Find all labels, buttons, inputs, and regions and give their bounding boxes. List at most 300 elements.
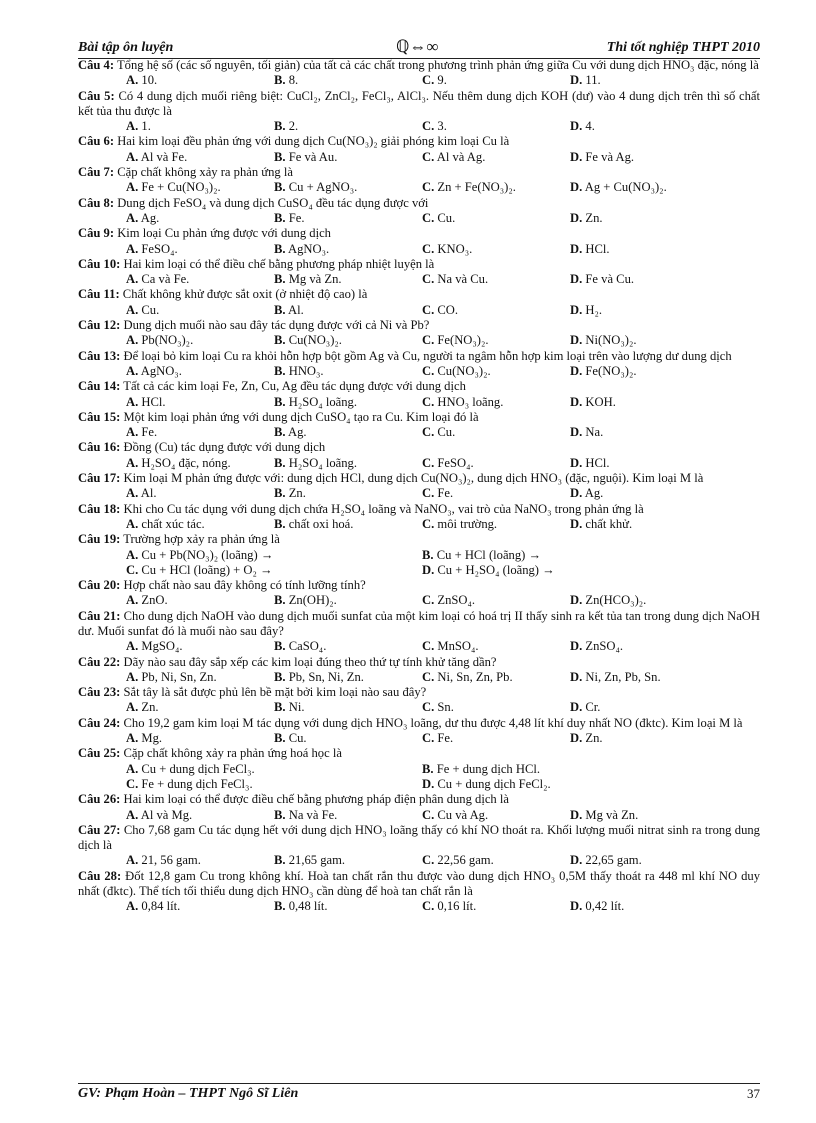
answer-option (422, 73, 447, 88)
answer-option (274, 211, 304, 226)
option-letter: B. (274, 119, 286, 134)
options-row (78, 456, 760, 471)
options-row (78, 211, 760, 226)
option-letter: D. (570, 899, 583, 914)
answer-option (126, 333, 193, 348)
option-letter: C. (126, 776, 139, 791)
question (78, 257, 760, 288)
answer-option (274, 73, 298, 88)
option-letter: A. (126, 761, 139, 776)
answer-option (422, 517, 497, 532)
answer-option (126, 486, 156, 501)
option-letter: C. (422, 669, 435, 684)
question-text: Trường hợp xảy ra phản ứng là (123, 532, 280, 547)
option-text: Mg và Zn. (585, 807, 639, 822)
answer-option (570, 211, 603, 226)
question (78, 685, 760, 716)
answer-option (126, 670, 217, 685)
option-letter: A. (126, 486, 139, 501)
answer-option (422, 333, 489, 348)
option-text: Fe. (437, 731, 454, 746)
answer-option (422, 486, 453, 501)
option-text: ZnSO₄. (585, 639, 624, 654)
option-text: chất xúc tác. (141, 516, 205, 531)
answer-option (126, 517, 205, 532)
option-text: Na. (585, 425, 604, 440)
option-letter: A. (126, 700, 139, 715)
option-text: 4. (585, 119, 595, 134)
option-text: CaSO₄. (288, 639, 327, 654)
question-number: Câu 10: (78, 256, 121, 271)
option-letter: D. (422, 562, 435, 577)
option-letter: C. (422, 455, 435, 470)
question-text: Hợp chất nào sau đây không có tính lưỡng tính? (123, 578, 366, 593)
answer-option (570, 180, 667, 195)
option-letter: A. (126, 639, 139, 654)
question-number: Câu 21: (78, 608, 121, 623)
option-letter: B. (274, 593, 286, 608)
answer-option (126, 73, 157, 88)
option-letter: B. (422, 761, 434, 776)
answer-option (274, 517, 353, 532)
question-number: Câu 27: (78, 822, 121, 837)
question-number: Câu 7: (78, 165, 115, 180)
option-letter: D. (422, 776, 435, 791)
answer-option (126, 700, 159, 715)
option-text: Ni, Zn, Pb, Sn. (585, 669, 661, 684)
option-letter: A. (126, 731, 139, 746)
option-letter: D. (570, 302, 583, 317)
options-row (78, 242, 760, 257)
answer-option (126, 853, 201, 868)
option-letter: D. (570, 73, 583, 88)
option-text: MgSO₄. (141, 639, 183, 654)
option-text: Ni(NO₃)₂. (585, 333, 637, 348)
option-text: Fe và Au. (288, 149, 338, 164)
answer-option (570, 517, 632, 532)
question (78, 471, 760, 502)
option-letter: D. (570, 149, 583, 164)
option-text: Al và Fe. (140, 149, 188, 164)
question-number: Câu 15: (78, 409, 121, 424)
option-text: Cu + HCl (loãng) + O₂ → (141, 562, 273, 577)
option-text: 22,56 gam. (437, 853, 494, 868)
question (78, 58, 760, 89)
answer-option (274, 242, 329, 257)
options-row (78, 150, 760, 165)
option-text: Al và Ag. (436, 149, 486, 164)
question (78, 823, 760, 869)
option-letter: A. (126, 807, 139, 822)
question-text: Dung dịch FeSO₄ và dung dịch CuSO₄ đều tác dụng được với (117, 195, 429, 210)
answer-option (570, 364, 637, 379)
option-text: 1. (141, 119, 151, 134)
option-letter: D. (570, 807, 583, 822)
option-letter: D. (570, 394, 583, 409)
answer-option (126, 425, 157, 440)
answer-option (274, 639, 326, 654)
option-text: 3. (437, 119, 447, 134)
option-text: Ag. (584, 486, 604, 501)
option-text: Ag. (288, 425, 307, 440)
question-text: Hai kim loại có thể được điều chế bằng phương pháp điện phân dung dịch là (123, 792, 509, 807)
option-letter: D. (570, 180, 583, 195)
question (78, 226, 760, 257)
option-letter: A. (126, 210, 139, 225)
option-letter: A. (126, 272, 139, 287)
answer-option (274, 853, 345, 868)
option-letter: B. (274, 455, 286, 470)
options-row (78, 180, 760, 195)
option-text: Cu. (437, 425, 456, 440)
option-text: Zn(HCO₃)₂. (585, 593, 647, 608)
answer-option (422, 808, 488, 823)
answer-option (274, 670, 364, 685)
option-letter: C. (422, 210, 435, 225)
question (78, 655, 760, 686)
page-header (78, 37, 760, 58)
answer-option (570, 593, 646, 608)
option-letter: C. (422, 516, 435, 531)
answer-option (422, 425, 455, 440)
question-number: Câu 23: (78, 685, 121, 700)
header-right: Thi tốt nghiệp THPT 2010 (606, 40, 760, 55)
option-text: H₂SO₄ đặc, nóng. (141, 455, 231, 470)
page-footer (78, 1086, 760, 1104)
option-letter: A. (126, 425, 139, 440)
answer-option (570, 150, 634, 165)
answer-option (422, 700, 454, 715)
option-text: 0,42 lít. (585, 899, 625, 914)
answer-option (570, 486, 603, 501)
options-row (78, 593, 760, 608)
option-text: Cu và Ag. (437, 807, 489, 822)
answer-option (422, 777, 551, 792)
question-text: Kim loại M phản ứng được với: dung dịch HCl, dung dịch Cu(NO₃)₂, dung dịch HNO₃ (đặc, nguội). Kim loại M là (123, 471, 704, 486)
answer-option (570, 456, 610, 471)
option-text: 0,16 lít. (437, 899, 477, 914)
option-text: Zn + Fe(NO₃)₂. (437, 180, 516, 195)
footer-author: GV: Phạm Hoàn – THPT Ngô Sĩ Liên (78, 1086, 299, 1101)
option-letter: C. (422, 394, 435, 409)
answer-option (126, 180, 221, 195)
option-text: Zn. (585, 210, 603, 225)
answer-option (422, 456, 474, 471)
option-text: 11. (585, 73, 601, 88)
question-number: Câu 11: (78, 287, 120, 302)
question-number: Câu 22: (78, 654, 121, 669)
option-letter: D. (570, 853, 583, 868)
option-text: FeSO₄. (141, 241, 178, 256)
question-number: Câu 8: (78, 195, 115, 210)
answer-option (422, 853, 494, 868)
question-number: Câu 24: (78, 715, 121, 730)
option-letter: A. (126, 853, 139, 868)
option-text: Cu. (141, 302, 160, 317)
option-text: Ca và Fe. (141, 272, 190, 287)
header-ornament: ℚ⇔∞ (396, 37, 439, 56)
option-letter: D. (570, 363, 583, 378)
option-text: môi trường. (437, 516, 498, 531)
answer-option (422, 762, 540, 777)
question-text: Một kim loại phản ứng với dung dịch CuSO₄ tạo ra Cu. Kim loại đó là (123, 409, 479, 424)
option-text: Zn. (141, 700, 159, 715)
answer-option (570, 731, 603, 746)
answer-option (126, 150, 187, 165)
answer-option (422, 563, 555, 578)
answer-option (126, 899, 180, 914)
option-letter: B. (274, 700, 286, 715)
option-letter: C. (422, 639, 435, 654)
question-number: Câu 5: (78, 88, 115, 103)
question (78, 287, 760, 318)
answer-option (570, 853, 642, 868)
answer-option (126, 777, 253, 792)
option-text: 22,65 gam. (585, 853, 642, 868)
option-text: Pb, Sn, Ni, Zn. (288, 669, 364, 684)
option-letter: B. (274, 241, 286, 256)
question-number: Câu 28: (78, 868, 122, 883)
answer-option (422, 639, 479, 654)
option-text: chất oxi hoá. (288, 516, 354, 531)
option-letter: C. (422, 853, 435, 868)
option-letter: C. (422, 899, 435, 914)
answer-option (422, 242, 472, 257)
option-text: Fe + dung dịch FeCl₃. (141, 776, 253, 791)
options-row (78, 364, 760, 379)
question (78, 196, 760, 227)
answer-option (274, 333, 342, 348)
option-letter: B. (274, 486, 286, 501)
answer-option (126, 563, 273, 578)
answer-option (422, 272, 488, 287)
question-number: Câu 13: (78, 348, 121, 363)
option-text: AgNO₃. (140, 363, 182, 378)
option-letter: D. (570, 639, 583, 654)
question (78, 410, 760, 441)
question-text: Tổng hệ số (các số nguyên, tối giản) của tất cả các chất trong phương trình phản ứng giữa Cu với dung dịch HNO₃ đặc, nóng là (116, 58, 759, 72)
option-letter: A. (126, 73, 139, 88)
answer-option (422, 119, 447, 134)
answer-option (422, 548, 541, 563)
option-letter: A. (126, 149, 139, 164)
answer-option (126, 808, 192, 823)
page-number: 37 (747, 1086, 760, 1101)
answer-option (126, 119, 151, 134)
option-text: 21, 56 gam. (141, 853, 201, 868)
option-text: Fe + dung dịch HCl. (436, 761, 541, 776)
option-letter: D. (570, 516, 583, 531)
options-row (78, 563, 760, 578)
answer-option (570, 333, 637, 348)
question-text: Cho 19,2 gam kim loại M tác dụng với dung dịch HNO₃ loãng, dư thu được 4,48 lít khí duy nhất NO (đktc). Kim loại M là (123, 715, 743, 730)
question-text: Sắt tây là sắt được phủ lên bề mặt bởi kim loại nào sau đây? (123, 685, 427, 700)
option-text: Fe và Cu. (585, 272, 635, 287)
option-letter: C. (126, 562, 139, 577)
option-letter: B. (274, 363, 286, 378)
question (78, 716, 760, 747)
answer-option (570, 639, 623, 654)
option-text: HCl. (585, 455, 610, 470)
option-letter: B. (274, 853, 286, 868)
question-number: Câu 26: (78, 792, 121, 807)
option-letter: A. (126, 899, 139, 914)
option-text: ZnO. (141, 593, 168, 608)
option-letter: B. (274, 731, 286, 746)
option-letter: B. (274, 333, 286, 348)
question-text: Cặp chất không xảy ra phản ứng là (117, 165, 293, 180)
option-text: Fe + Cu(NO₃)₂. (141, 180, 221, 195)
option-text: Ni, Sn, Zn, Pb. (437, 669, 513, 684)
question (78, 609, 760, 655)
question (78, 869, 760, 915)
answer-option (126, 242, 178, 257)
option-text: 10. (141, 73, 158, 88)
options-row (78, 517, 760, 532)
option-letter: B. (274, 180, 286, 195)
answer-option (570, 670, 661, 685)
answer-option (570, 303, 602, 318)
option-letter: A. (126, 593, 139, 608)
option-text: Zn(OH)₂. (288, 593, 337, 608)
options-row (78, 425, 760, 440)
answer-option (570, 119, 595, 134)
options-row (78, 395, 760, 410)
option-text: KOH. (585, 394, 616, 409)
question-number: Câu 19: (78, 532, 121, 547)
option-text: HNO₃. (288, 363, 324, 378)
options-row (78, 119, 760, 134)
option-text: Ag. (140, 210, 160, 225)
option-text: Cu + Pb(NO₃)₂ (loãng) → (141, 547, 274, 562)
option-letter: C. (422, 119, 435, 134)
option-letter: B. (274, 149, 286, 164)
option-text: ZnSO₄. (437, 593, 476, 608)
question-number: Câu 18: (78, 501, 121, 516)
answer-option (274, 899, 328, 914)
question-text: Dãy nào sau đây sắp xếp các kim loại đúng theo thứ tự tính khử tăng dần? (123, 654, 497, 669)
answer-option (570, 700, 600, 715)
option-letter: D. (570, 669, 583, 684)
option-text: Mg và Zn. (288, 272, 342, 287)
option-letter: C. (422, 700, 435, 715)
option-text: 0,48 lít. (288, 899, 328, 914)
option-text: Zn. (288, 486, 306, 501)
answer-option (274, 150, 337, 165)
option-letter: A. (126, 241, 139, 256)
answer-option (422, 395, 503, 410)
option-text: Sn. (437, 700, 454, 715)
question (78, 792, 760, 823)
option-text: 9. (437, 73, 447, 88)
question (78, 349, 760, 380)
header-left: Bài tập ôn luyện (78, 40, 174, 55)
question (78, 379, 760, 410)
option-text: Cu + HCl (loãng) → (436, 547, 542, 562)
option-text: H₂SO₄ loãng. (288, 455, 357, 470)
question (78, 134, 760, 165)
question-number: Câu 4: (78, 58, 115, 72)
question-text: Hai kim loại đều phản ứng với dung dịch Cu(NO₃)₂ giải phóng kim loại Cu là (117, 134, 510, 149)
option-text: Fe(NO₃)₂. (585, 363, 637, 378)
answer-option (126, 593, 168, 608)
question-number: Câu 20: (78, 578, 121, 593)
option-text: Fe. (141, 425, 158, 440)
answer-option (570, 425, 603, 440)
question-text: Đốt 12,8 gam Cu trong không khí. Hoà tan chất rắn thu được vào dung dịch HNO₃ 0,5M thấy thoát ra 448 ml khí NO duy nhất (đktc). Thể tích tối thiểu dung dịch HNO₃ cần dùng để hoà tan chất rắn là (78, 868, 760, 899)
question-text: Khi cho Cu tác dụng với dung dịch chứa H₂SO₄ loãng và NaNO₃, vai trò của NaNO₃ trong phản ứng là (123, 501, 644, 516)
answer-option (126, 272, 189, 287)
question (78, 440, 760, 471)
option-text: MnSO₄. (437, 639, 479, 654)
question-text: Cho dung dịch NaOH vào dung dịch muối sunfat của một kim loại có hoá trị II thấy sinh ra kết tủa tan trong dung dịch NaOH dư. Muối sunfat đó là muối nào sau đây? (78, 608, 760, 638)
option-letter: C. (422, 333, 435, 348)
option-letter: B. (274, 516, 286, 531)
options-row (78, 777, 760, 792)
option-letter: C. (422, 180, 435, 195)
option-letter: C. (422, 149, 435, 164)
option-letter: B. (274, 899, 286, 914)
answer-option (274, 395, 357, 410)
answer-option (126, 303, 159, 318)
answer-option (274, 808, 337, 823)
option-text: Al. (140, 486, 157, 501)
option-text: HCl. (585, 241, 610, 256)
answer-option (422, 670, 513, 685)
option-letter: C. (422, 807, 435, 822)
option-letter: A. (126, 516, 139, 531)
option-text: Fe(NO₃)₂. (437, 333, 489, 348)
question (78, 502, 760, 533)
answer-option (422, 150, 485, 165)
options-row (78, 333, 760, 348)
answer-option (422, 211, 455, 226)
option-letter: D. (570, 333, 583, 348)
option-letter: C. (422, 302, 435, 317)
option-letter: C. (422, 272, 435, 287)
option-letter: A. (126, 180, 139, 195)
answer-option (570, 808, 638, 823)
answer-option (274, 486, 306, 501)
answer-option (274, 272, 342, 287)
option-text: H₂. (585, 302, 603, 317)
option-letter: D. (570, 272, 583, 287)
answer-option (422, 899, 476, 914)
option-letter: A. (126, 669, 139, 684)
options-row (78, 670, 760, 685)
answer-option (570, 242, 610, 257)
answer-option (126, 639, 183, 654)
question (78, 746, 760, 792)
option-letter: A. (126, 547, 139, 562)
options-row (78, 700, 760, 715)
option-letter: B. (274, 73, 286, 88)
option-text: KNO₃. (437, 241, 473, 256)
question-text: Hai kim loại có thể điều chế bằng phương pháp nhiệt luyện là (123, 256, 435, 271)
option-text: Ni. (288, 700, 305, 715)
options-row (78, 639, 760, 654)
options-row (78, 303, 760, 318)
option-text: Fe. (288, 210, 305, 225)
option-letter: A. (126, 363, 139, 378)
option-text: FeSO₄. (437, 455, 474, 470)
option-letter: B. (274, 302, 286, 317)
options-row (78, 272, 760, 287)
question-number: Câu 14: (78, 379, 121, 394)
option-text: 8. (288, 73, 299, 88)
option-letter: C. (422, 73, 435, 88)
option-text: Cu + dung dịch FeCl₃. (141, 761, 255, 776)
